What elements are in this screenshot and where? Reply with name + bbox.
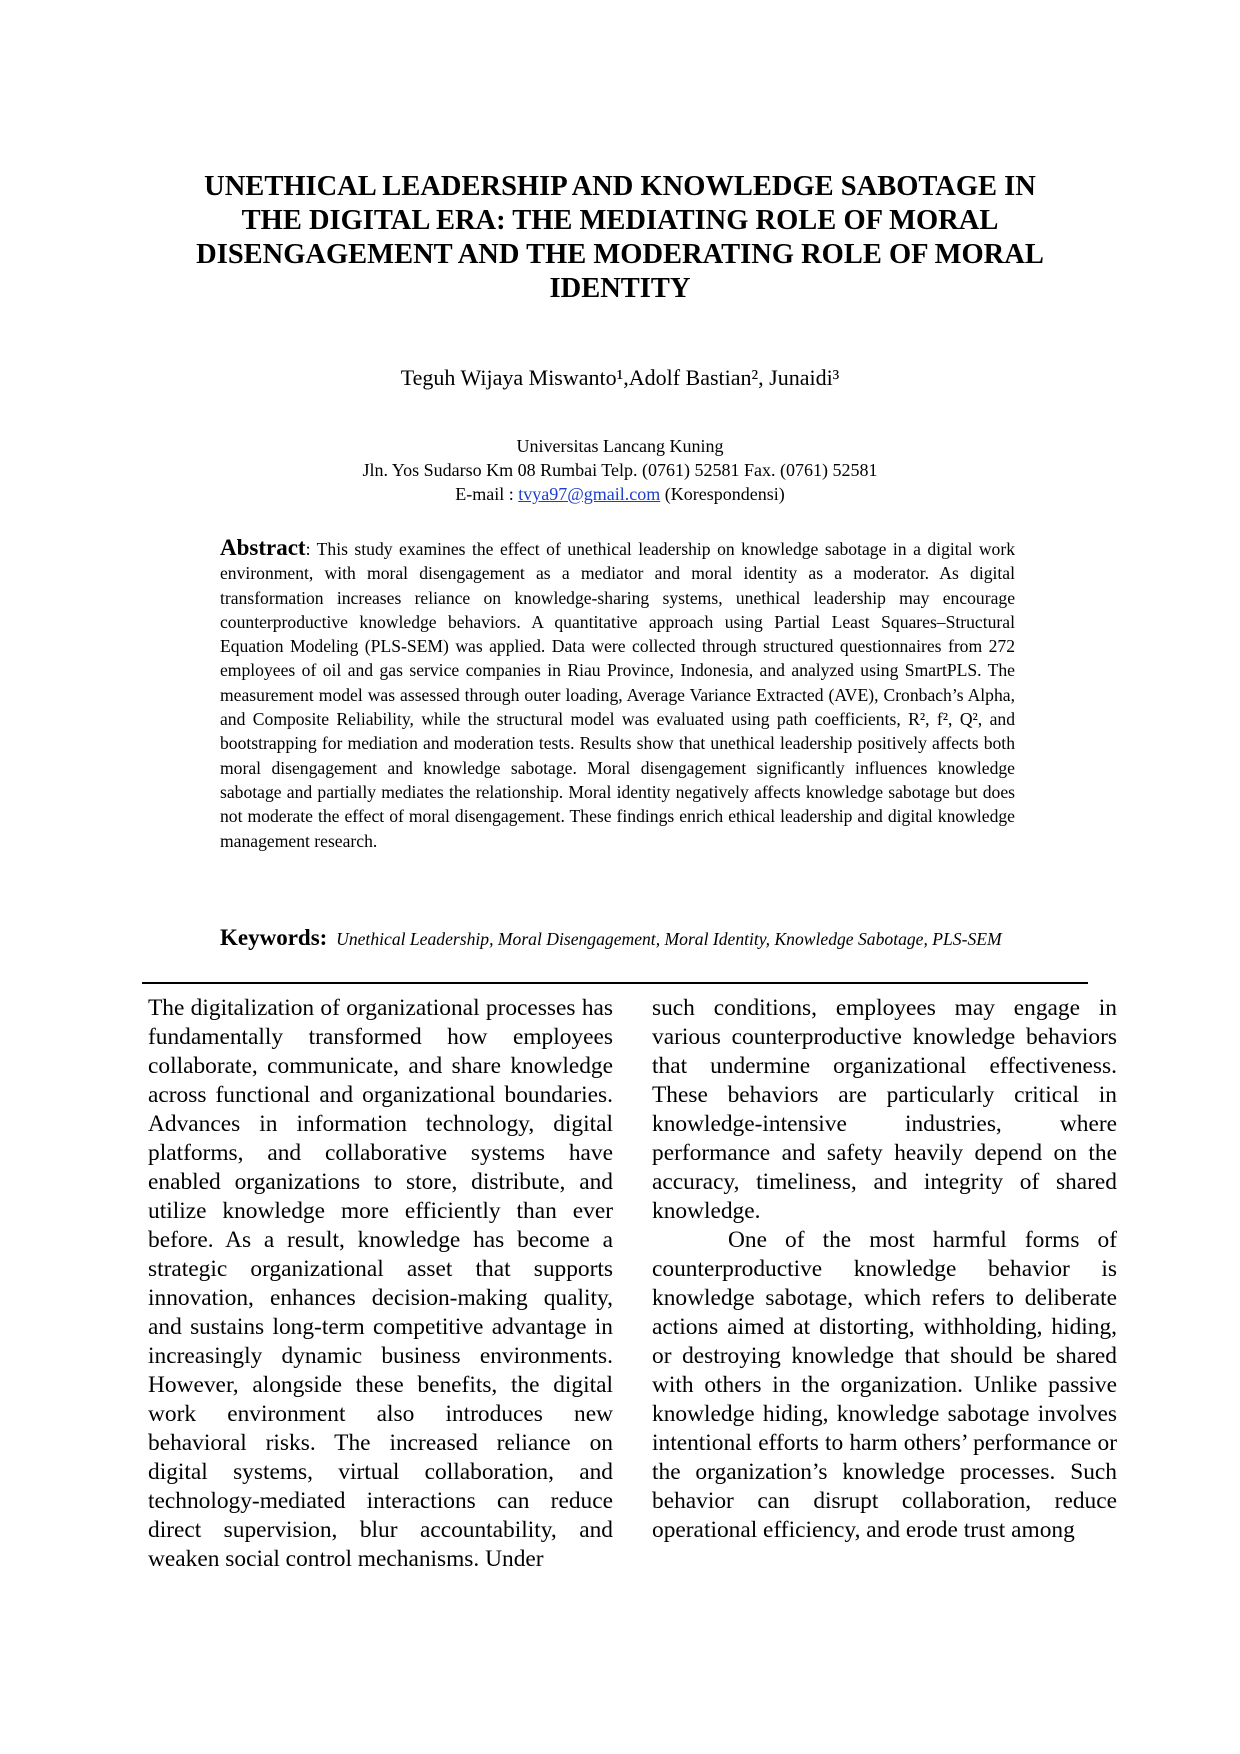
abstract-heading: Abstract bbox=[220, 535, 306, 560]
body-paragraph: The digitalization of organizational processes has fundamentally transformed how employees collaborate, communicate, and share knowledge across functional and organizational boundaries. Advances in information technology, digital platforms, and collaborative systems have enabled organizations to store, distribute, and utilize knowledge more efficiently than ever before. As a result, knowledge has become a strategic organizational asset that supports innovation, enhances decision-making quality, and sustains long-term competitive advantage in increasingly dynamic business environments. However, alongside these benefits, the digital work environment also introduces new behavioral risks. The increased reliance on digital systems, virtual collaboration, and technology-mediated interactions can reduce direct supervision, blur accountability, and weaken social control mechanisms. Under bbox=[148, 995, 613, 1572]
affiliation-block bbox=[140, 434, 1100, 506]
body-column-left bbox=[148, 994, 613, 1574]
abstract bbox=[220, 536, 1015, 853]
institution-address: Jln. Yos Sudarso Km 08 Rumbai Telp. (0761) 52581 Fax. (0761) 52581 bbox=[362, 460, 878, 480]
email-line bbox=[140, 482, 1100, 506]
title-line: THE DIGITAL ERA: THE MEDIATING ROLE OF MORAL bbox=[241, 205, 999, 236]
body-paragraph: such conditions, employees may engage in various counterproductive knowledge behaviors that undermine organizational effectiveness. These behaviors are particularly critical in knowledge-intensive industries, where performance and safety heavily depend on the accuracy, timeliness, and integrity of shared knowledge. bbox=[652, 995, 1117, 1224]
title-line: IDENTITY bbox=[549, 273, 691, 304]
keywords bbox=[220, 926, 1015, 951]
keywords-heading: Keywords: bbox=[220, 925, 328, 950]
author-list: Teguh Wijaya Miswanto¹,Adolf Bastian², Junaidi³ bbox=[400, 365, 840, 390]
email-prefix: E-mail : bbox=[455, 484, 519, 504]
abstract-text: This study examines the effect of unethical leadership on knowledge sabotage in a digital work environment, with moral disengagement as a mediator and moral identity as a moderator. As digital transformation increases reliance on knowledge-sharing systems, unethical leadership may encourage counterproductive knowledge behaviors. A quantitative approach using Partial Least Squares–Structural Equation Modeling (PLS-SEM) was applied. Data were collected through structured questionnaires from 272 employees of oil and gas service companies in Riau Province, Indonesia, and analyzed using SmartPLS. The measurement model was assessed through outer loading, Average Variance Extracted (AVE), Cronbach’s Alpha, and Composite Reliability, while the structural model was evaluated using path coefficients, R², f², Q², and bootstrapping for mediation and moderation tests. Results show that unethical leadership positively affects both moral disengagement and knowledge sabotage. Moral disengagement significantly influences knowledge sabotage and partially mediates the relationship. Moral identity negatively affects knowledge sabotage but does not moderate the effect of moral disengagement. These findings enrich ethical leadership and digital knowledge management research. bbox=[220, 539, 1015, 851]
body-paragraph: One of the most harmful forms of counterproductive knowledge behavior is knowledge sabotage, which refers to deliberate actions aimed at distorting, withholding, hiding, or destroying knowledge that should be shared with others in the organization. Unlike passive knowledge hiding, knowledge sabotage involves intentional efforts to harm others’ performance or the organization’s knowledge processes. Such behavior can disrupt collaboration, reduce operational efficiency, and erode trust among bbox=[652, 1227, 1117, 1543]
abstract-separator: : bbox=[305, 539, 317, 559]
section-divider bbox=[142, 982, 1088, 984]
title-line: UNETHICAL LEADERSHIP AND KNOWLEDGE SABOTAGE IN bbox=[204, 171, 1036, 202]
title-line: DISENGAGEMENT AND THE MODERATING ROLE OF MORAL bbox=[196, 239, 1044, 270]
email-suffix: (Korespondensi) bbox=[660, 484, 785, 504]
keywords-text: Unethical Leadership, Moral Disengagement, Moral Identity, Knowledge Sabotage, PLS-SEM bbox=[336, 929, 1002, 949]
paper-title bbox=[140, 170, 1100, 306]
email-link[interactable]: tvya97@gmail.com bbox=[518, 484, 661, 504]
body-column-right bbox=[652, 994, 1117, 1545]
institution-name: Universitas Lancang Kuning bbox=[516, 436, 724, 456]
